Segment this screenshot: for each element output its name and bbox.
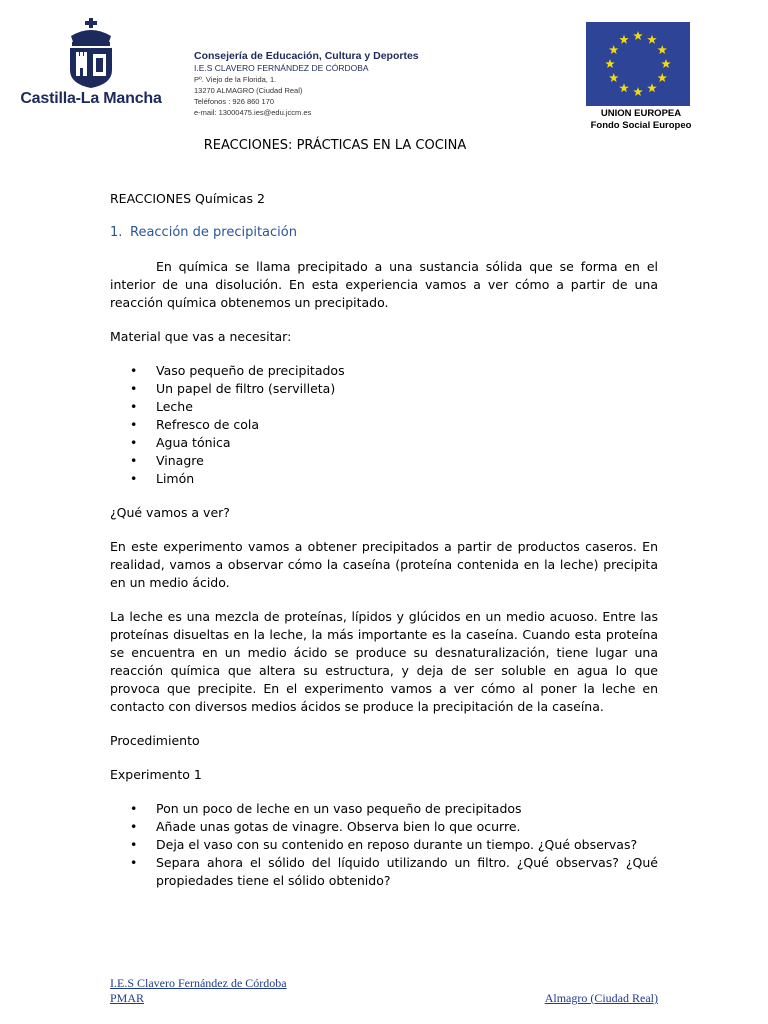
- address-line-1: Pº. Viejo de la Florida, 1.: [194, 75, 277, 84]
- list-item: • Separa ahora el sólido del líquido utilizando un filtro. ¿Qué observas? ¿Qué propiedades tiene el sólido obtenido?: [110, 854, 658, 890]
- list-item: • Deja el vaso con su contenido en reposo durante un tiempo. ¿Qué observas?: [110, 836, 658, 854]
- list-item: • Añade unas gotas de vinagre. Observa bien lo que ocurre.: [110, 818, 658, 836]
- eu-star-icon: [609, 73, 619, 82]
- eu-star-icon: [619, 35, 629, 44]
- brand-name: Castilla-La Mancha: [20, 90, 162, 107]
- list-item: • Vinagre: [110, 452, 658, 470]
- eu-star-icon: [633, 31, 643, 40]
- eu-star-icon: [633, 87, 643, 96]
- eu-star-icon: [647, 83, 657, 92]
- materials-list: [110, 362, 658, 488]
- list-item: • Pon un poco de leche en un vaso pequeño de precipitados: [110, 800, 658, 818]
- footer-school-link[interactable]: I.E.S Clavero Fernández de Córdoba: [110, 976, 287, 990]
- list-item: • Un papel de filtro (servilleta): [110, 380, 658, 398]
- institution-info: [194, 50, 494, 118]
- eu-caption: [566, 108, 716, 132]
- eu-star-icon: [657, 45, 667, 54]
- phone-number: Teléfonos : 926 860 170: [194, 97, 275, 106]
- clm-logo: [18, 18, 164, 112]
- eu-star-icon: [661, 59, 671, 68]
- eu-flag: [586, 22, 690, 106]
- section-number: 1.: [110, 225, 123, 240]
- intro-paragraph: En química se llama precipitado a una sustancia sólida que se forma en el interior de una disolución. En esta experiencia vamos a ver cómo a partir de una reacción química obtenemos un precipitado.: [110, 259, 658, 310]
- eu-line-2: Fondo Social Europeo: [590, 120, 692, 131]
- document-title: REACCIONES: PRÁCTICAS EN LA COCINA: [203, 138, 467, 153]
- document-content: [110, 190, 658, 890]
- footer-location-link[interactable]: Almagro (Ciudad Real): [544, 991, 658, 1005]
- footer-left: [110, 976, 287, 1006]
- eu-star-icon: [647, 35, 657, 44]
- list-item: • Limón: [110, 470, 658, 488]
- eu-star-icon: [609, 45, 619, 54]
- what-heading: ¿Qué vamos a ver?: [110, 505, 230, 520]
- section-title: Reacción de precipitación: [130, 225, 297, 240]
- what-paragraph-1: En este experimento vamos a obtener precipitados a partir de productos caseros. En realidad, vamos a observar cómo la caseína (proteína contenida en la leche) precipita en un medio ácido.: [110, 539, 658, 590]
- eu-star-icon: [657, 73, 667, 82]
- eu-line-1: UNION EUROPEA: [600, 108, 682, 119]
- materials-heading: Material que vas a necesitar:: [110, 329, 292, 344]
- eu-star-icon: [605, 59, 615, 68]
- procedure-heading: Procedimiento: [110, 733, 200, 748]
- list-item: • Refresco de cola: [110, 416, 658, 434]
- school-name: I.E.S CLAVERO FERNÁNDEZ DE CÓRDOBA: [194, 63, 369, 73]
- footer-program-link[interactable]: PMAR: [110, 991, 145, 1005]
- list-item: • Vaso pequeño de precipitados: [110, 362, 658, 380]
- clm-coat-of-arms-icon: [66, 18, 116, 88]
- list-item: • Leche: [110, 398, 658, 416]
- steps-list: [110, 800, 658, 890]
- list-item: • Agua tónica: [110, 434, 658, 452]
- section-heading: [110, 224, 658, 242]
- address-line-2: 13270 ALMAGRO (Ciudad Real): [194, 86, 303, 95]
- eu-flag-icon: [586, 22, 690, 106]
- email-address: e-mail: 13000475.ies@edu.jccm.es: [194, 108, 312, 117]
- department-name: Consejería de Educación, Cultura y Deportes: [194, 50, 419, 62]
- what-paragraph-2: La leche es una mezcla de proteínas, lípidos y glúcidos en un medio acuoso. Entre las proteínas disueltas en la leche, la más importante es la caseína. Cuando esta proteína se encuentra en un medio ácido se produce su desnaturalización, tiene lugar una reacción química que altera su estructura, y deja de ser soluble en agua lo que provoca que precipite. En el experimento vamos a ver cómo al poner la leche en contacto con diversos medios ácidos se produce la precipitación de la caseína.: [110, 609, 658, 714]
- eu-star-icon: [619, 83, 629, 92]
- experiment-heading: Experimento 1: [110, 767, 202, 782]
- document-subtitle: REACCIONES Químicas 2: [110, 191, 265, 206]
